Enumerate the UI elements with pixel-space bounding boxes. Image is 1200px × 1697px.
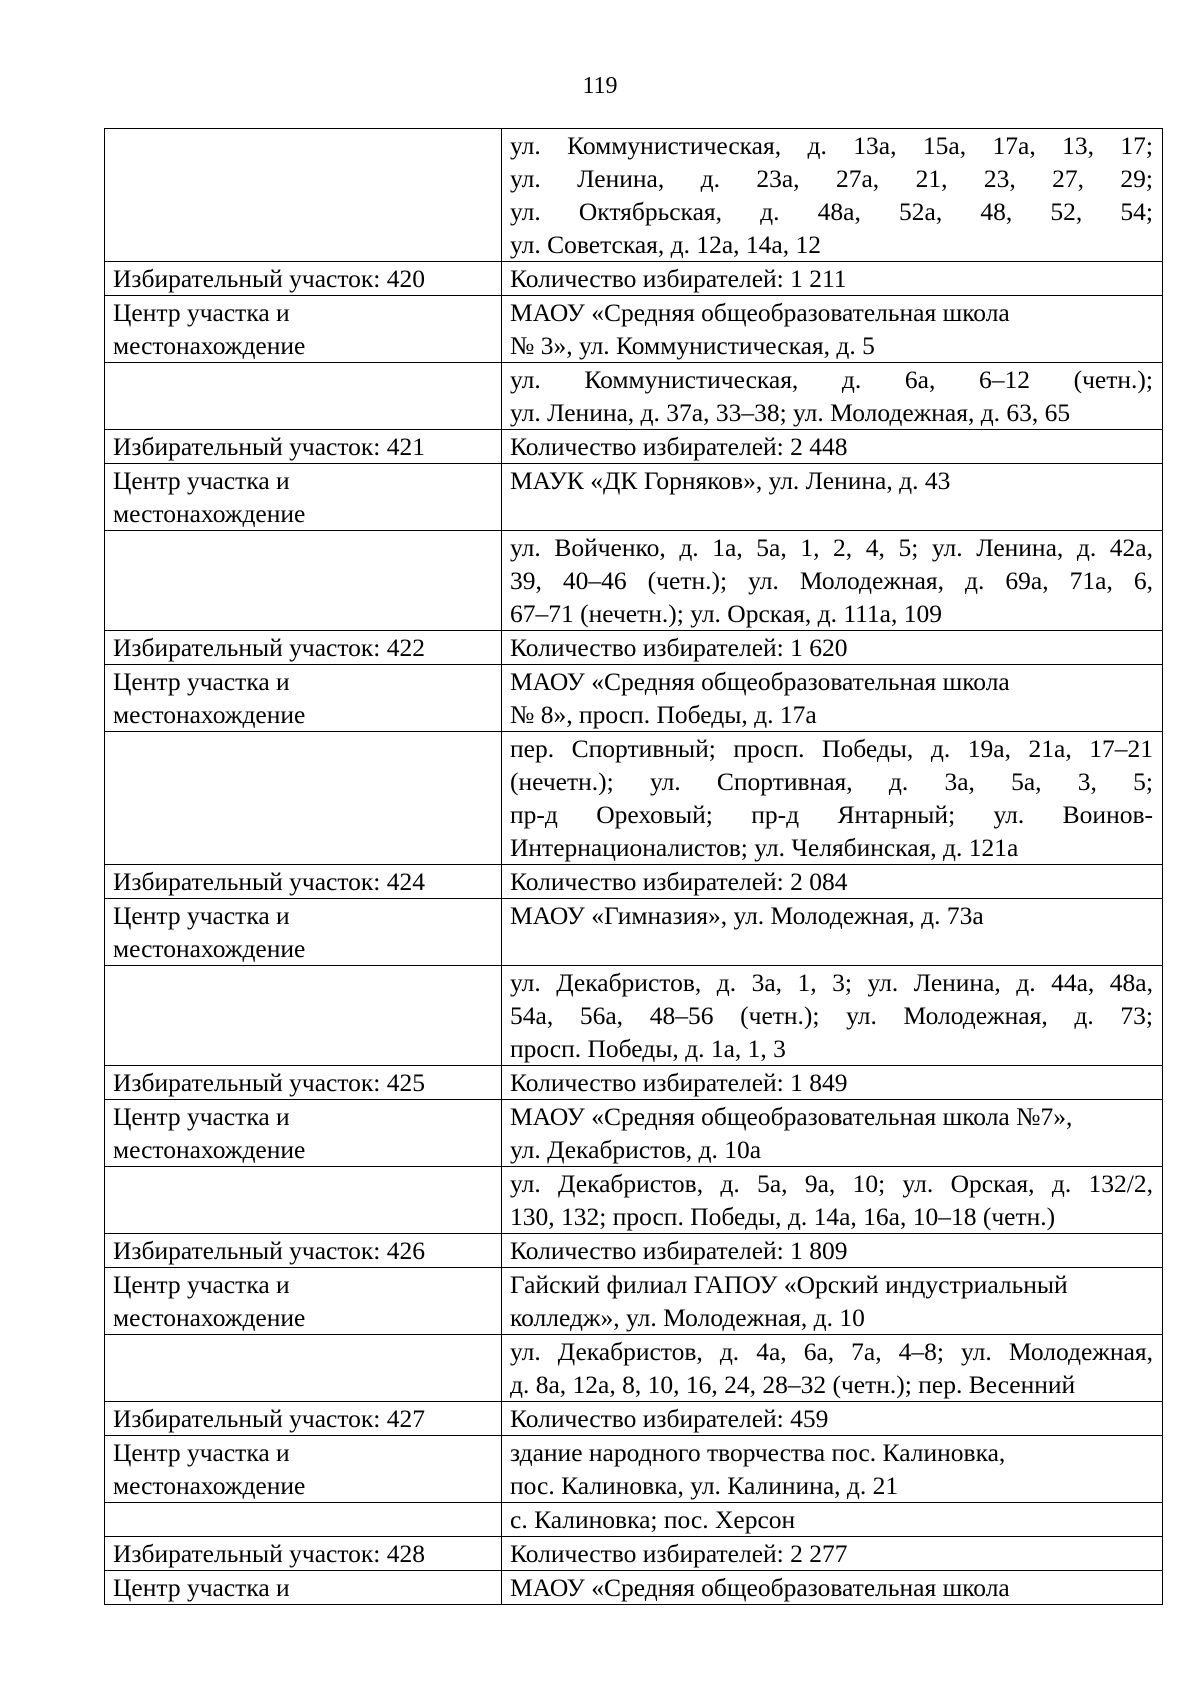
table-row: [105, 1100, 1163, 1167]
left-cell-line: Избирательный участок: 428: [113, 1539, 426, 1568]
right-cell-line: Количество избирателей: 2 084: [510, 867, 848, 896]
right-cell-line: № 8», просп. Победы, д. 17а: [510, 700, 817, 729]
table-row: [105, 865, 1163, 899]
right-cell: [502, 1436, 1163, 1503]
right-cell: [502, 865, 1163, 899]
left-cell-line: Избирательный участок: 427: [113, 1404, 426, 1433]
left-cell-line: местонахождение: [113, 499, 306, 528]
left-cell: [105, 262, 502, 296]
left-cell-line: местонахождение: [113, 331, 306, 360]
left-cell: [105, 464, 502, 531]
table-row: [105, 1402, 1163, 1436]
right-cell: [502, 1167, 1163, 1234]
table-row: [105, 430, 1163, 464]
right-cell-line: МАОУ «Средняя общеобразовательная школа №7»,: [510, 1102, 1073, 1131]
right-cell-line: пр-д Ореховый; пр-д Янтарный; ул. Воинов-: [510, 800, 1153, 829]
right-cell: [502, 1335, 1163, 1402]
right-cell-line: Количество избирателей: 1 620: [510, 633, 848, 662]
left-cell: [105, 631, 502, 665]
right-cell: [502, 1571, 1163, 1605]
right-cell-line: МАУК «ДК Горняков», ул. Ленина, д. 43: [510, 466, 951, 495]
left-cell-line: местонахождение: [113, 700, 306, 729]
table-row: [105, 665, 1163, 732]
left-cell-line: Центр участка и: [113, 667, 290, 696]
table-row: [105, 129, 1163, 262]
left-cell-line: Избирательный участок: 426: [113, 1236, 426, 1265]
left-cell-line: местонахождение: [113, 1303, 306, 1332]
left-cell: [105, 665, 502, 732]
right-cell-line: МАОУ «Средняя общеобразовательная школа: [510, 1573, 1010, 1602]
right-cell: [502, 464, 1163, 531]
right-cell: [502, 430, 1163, 464]
table-row: [105, 631, 1163, 665]
right-cell-line: ул. Войченко, д. 1а, 5а, 1, 2, 4, 5; ул. Ленина, д. 42а,: [510, 533, 1153, 562]
right-cell: [502, 1100, 1163, 1167]
right-cell-line: пер. Спортивный; просп. Победы, д. 19а, 21а, 17–21: [510, 734, 1153, 763]
left-cell-line: Центр участка и: [113, 1270, 290, 1299]
table-row: [105, 531, 1163, 631]
right-cell-line: ул. Советская, д. 12а, 14а, 12: [510, 230, 822, 259]
right-cell-line: просп. Победы, д. 1а, 1, 3: [510, 1034, 786, 1063]
right-cell: [502, 1268, 1163, 1335]
left-cell: [105, 296, 502, 363]
right-cell: [502, 363, 1163, 430]
table-row: [105, 464, 1163, 531]
left-cell-line: Центр участка и: [113, 298, 290, 327]
table-row: [105, 1436, 1163, 1503]
right-cell-line: с. Калиновка; пос. Херсон: [510, 1505, 796, 1534]
left-cell: [105, 531, 502, 631]
table-row: [105, 1571, 1163, 1605]
right-cell-line: 54а, 56а, 48–56 (четн.); ул. Молодежная, д. 73;: [510, 1001, 1153, 1030]
left-cell-line: Избирательный участок: 425: [113, 1068, 426, 1097]
right-cell-line: ул. Ленина, д. 37а, 33–38; ул. Молодежная, д. 63, 65: [510, 398, 1071, 427]
left-cell-line: Избирательный участок: 420: [113, 264, 426, 293]
right-cell-line: Количество избирателей: 459: [510, 1404, 829, 1433]
right-cell: [502, 296, 1163, 363]
right-cell-line: д. 8а, 12а, 8, 10, 16, 24, 28–32 (четн.); пер. Весенний: [510, 1370, 1076, 1399]
right-cell-line: МАОУ «Средняя общеобразовательная школа: [510, 667, 1010, 696]
table-row: [105, 1503, 1163, 1537]
table-row: [105, 363, 1163, 430]
table-row: [105, 1268, 1163, 1335]
left-cell-line: местонахождение: [113, 1471, 306, 1500]
left-cell: [105, 1335, 502, 1402]
table-row: [105, 966, 1163, 1066]
left-cell-line: местонахождение: [113, 1135, 306, 1164]
right-cell-line: Гайский филиал ГАПОУ «Орский индустриальный: [510, 1270, 1068, 1299]
table-row: [105, 1066, 1163, 1100]
left-cell-line: Центр участка и: [113, 1438, 290, 1467]
right-cell: [502, 1234, 1163, 1268]
left-cell: [105, 1436, 502, 1503]
right-cell: [502, 129, 1163, 262]
left-cell: [105, 1503, 502, 1537]
right-cell-line: колледж», ул. Молодежная, д. 10: [510, 1303, 865, 1332]
right-cell-line: 67–71 (нечетн.); ул. Орская, д. 111а, 109: [510, 599, 942, 628]
left-cell-line: Избирательный участок: 422: [113, 633, 426, 662]
table-row: [105, 1167, 1163, 1234]
table-body: [105, 129, 1163, 1605]
left-cell: [105, 865, 502, 899]
left-cell: [105, 899, 502, 966]
right-cell-line: Интернационалистов; ул. Челябинская, д. 121а: [510, 833, 1019, 862]
right-cell-line: 39, 40–46 (четн.); ул. Молодежная, д. 69а, 71а, 6,: [510, 566, 1153, 595]
table-row: [105, 1234, 1163, 1268]
right-cell-line: Количество избирателей: 1 809: [510, 1236, 848, 1265]
table-row: [105, 296, 1163, 363]
right-cell-line: здание народного творчества пос. Калиновка,: [510, 1438, 1006, 1467]
right-cell-line: ул. Декабристов, д. 5а, 9а, 10; ул. Орская, д. 132/2,: [510, 1169, 1153, 1198]
left-cell: [105, 1537, 502, 1571]
right-cell-line: ул. Декабристов, д. 3а, 1, 3; ул. Ленина, д. 44а, 48а,: [510, 968, 1153, 997]
right-cell-line: Количество избирателей: 1 849: [510, 1068, 848, 1097]
left-cell: [105, 1402, 502, 1436]
left-cell: [105, 1100, 502, 1167]
left-cell: [105, 1066, 502, 1100]
right-cell: [502, 732, 1163, 865]
right-cell-line: ул. Коммунистическая, д. 6а, 6–12 (четн.);: [510, 365, 1153, 394]
left-cell: [105, 1234, 502, 1268]
left-cell: [105, 430, 502, 464]
left-cell: [105, 1167, 502, 1234]
right-cell-line: МАОУ «Гимназия», ул. Молодежная, д. 73а: [510, 901, 984, 930]
right-cell: [502, 1537, 1163, 1571]
page-number: 119: [582, 73, 618, 99]
left-cell-line: Центр участка и: [113, 901, 290, 930]
left-cell-line: Избирательный участок: 421: [113, 432, 426, 461]
left-cell: [105, 966, 502, 1066]
right-cell: [502, 531, 1163, 631]
right-cell-line: (нечетн.); ул. Спортивная, д. 3а, 5а, 3, 5;: [510, 767, 1153, 796]
left-cell: [105, 732, 502, 865]
right-cell-line: МАОУ «Средняя общеобразовательная школа: [510, 298, 1010, 327]
left-cell: [105, 129, 502, 262]
right-cell-line: ул. Декабристов, д. 4а, 6а, 7а, 4–8; ул. Молодежная,: [510, 1337, 1153, 1366]
right-cell: [502, 899, 1163, 966]
polling-stations-table: [104, 128, 1163, 1605]
left-cell-line: Центр участка и: [113, 466, 290, 495]
left-cell: [105, 363, 502, 430]
left-cell-line: местонахождение: [113, 934, 306, 963]
table-row: [105, 1335, 1163, 1402]
left-cell-line: Центр участка и: [113, 1573, 290, 1602]
right-cell-line: пос. Калиновка, ул. Калинина, д. 21: [510, 1471, 899, 1500]
right-cell-line: Количество избирателей: 1 211: [510, 264, 847, 293]
right-cell: [502, 1402, 1163, 1436]
right-cell-line: Количество избирателей: 2 448: [510, 432, 848, 461]
table-row: [105, 262, 1163, 296]
left-cell: [105, 1571, 502, 1605]
right-cell: [502, 966, 1163, 1066]
right-cell: [502, 665, 1163, 732]
right-cell-line: Количество избирателей: 2 277: [510, 1539, 848, 1568]
right-cell: [502, 631, 1163, 665]
left-cell-line: Избирательный участок: 424: [113, 867, 426, 896]
right-cell-line: № 3», ул. Коммунистическая, д. 5: [510, 331, 875, 360]
table-row: [105, 1537, 1163, 1571]
left-cell-line: Центр участка и: [113, 1102, 290, 1131]
table-row: [105, 732, 1163, 865]
left-cell: [105, 1268, 502, 1335]
right-cell: [502, 1503, 1163, 1537]
right-cell-line: ул. Ленина, д. 23а, 27а, 21, 23, 27, 29;: [510, 164, 1153, 193]
right-cell: [502, 1066, 1163, 1100]
right-cell-line: ул. Октябрьская, д. 48а, 52а, 48, 52, 54;: [510, 197, 1153, 226]
right-cell-line: 130, 132; просп. Победы, д. 14а, 16а, 10–18 (четн.): [510, 1202, 1056, 1231]
right-cell-line: ул. Коммунистическая, д. 13а, 15а, 17а, 13, 17;: [510, 131, 1153, 160]
table-row: [105, 899, 1163, 966]
right-cell: [502, 262, 1163, 296]
right-cell-line: ул. Декабристов, д. 10а: [510, 1135, 762, 1164]
